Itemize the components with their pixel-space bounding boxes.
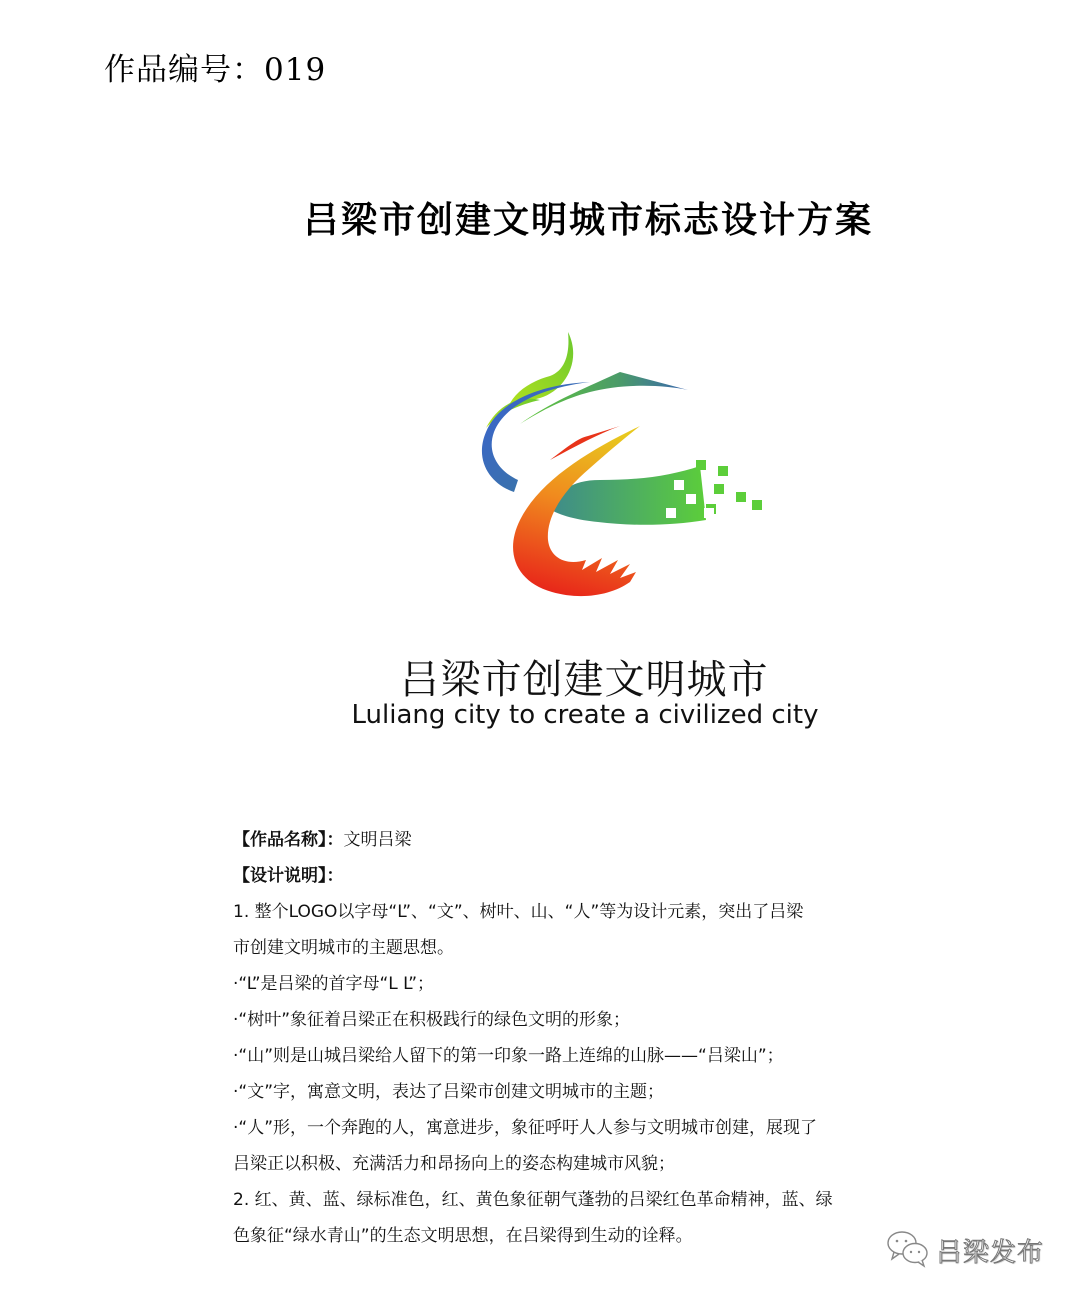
work-name-row — [233, 822, 943, 858]
watermark-text: 吕梁发布 — [936, 1237, 1045, 1268]
description-line: ·“山”则是山城吕梁给人留下的第一印象一路上连绵的山脉——“吕梁山”； — [233, 1046, 784, 1066]
description-line: ·“树叶”象征着吕梁正在积极践行的绿色文明的形象； — [233, 1010, 631, 1030]
description-line: 1. 整个LOGO以字母“L”、“文”、树叶、山、“人”等为设计元素，突出了吕梁 — [233, 902, 804, 922]
description-line: ·“人”形，一个奔跑的人，寓意进步，象征呼吁人人参与文明城市创建，展现了 — [233, 1118, 818, 1138]
design-notes-label: 【设计说明】： — [233, 866, 344, 886]
description-line: ·“文”字，寓意文明，表达了吕梁市创建文明城市的主题； — [233, 1082, 665, 1102]
logo-english-name: Luliang city to create a civilized city — [351, 700, 819, 730]
wechat-icon — [886, 1228, 930, 1272]
description-line: 2. 红、黄、蓝、绿标准色，红、黄色象征朝气蓬勃的吕梁红色革命精神，蓝、绿 — [233, 1190, 833, 1210]
work-name-label: 【作品名称】： — [233, 830, 344, 850]
description-line: 市创建文明城市的主题思想。 — [233, 938, 454, 958]
design-description — [233, 822, 943, 1254]
description-line: ·“L”是吕梁的首字母“L L”； — [233, 974, 434, 994]
description-line: 色象征“绿水青山”的生态文明思想，在吕梁得到生动的诠释。 — [233, 1226, 693, 1246]
pixel-squares — [696, 460, 762, 514]
logo-chinese-name: 吕梁市创建文明城市 — [399, 657, 769, 703]
design-label-row — [233, 858, 943, 894]
work-name-value: 文明吕梁 — [343, 830, 412, 850]
entry-number: 作品编号：019 — [104, 52, 327, 88]
watermark — [886, 1228, 1044, 1272]
document-title: 吕梁市创建文明城市标志设计方案 — [302, 199, 873, 241]
civilized-city-logo-icon — [470, 320, 780, 620]
description-line: 吕梁正以积极、充满活力和昂扬向上的姿态构建城市风貌； — [233, 1154, 675, 1174]
